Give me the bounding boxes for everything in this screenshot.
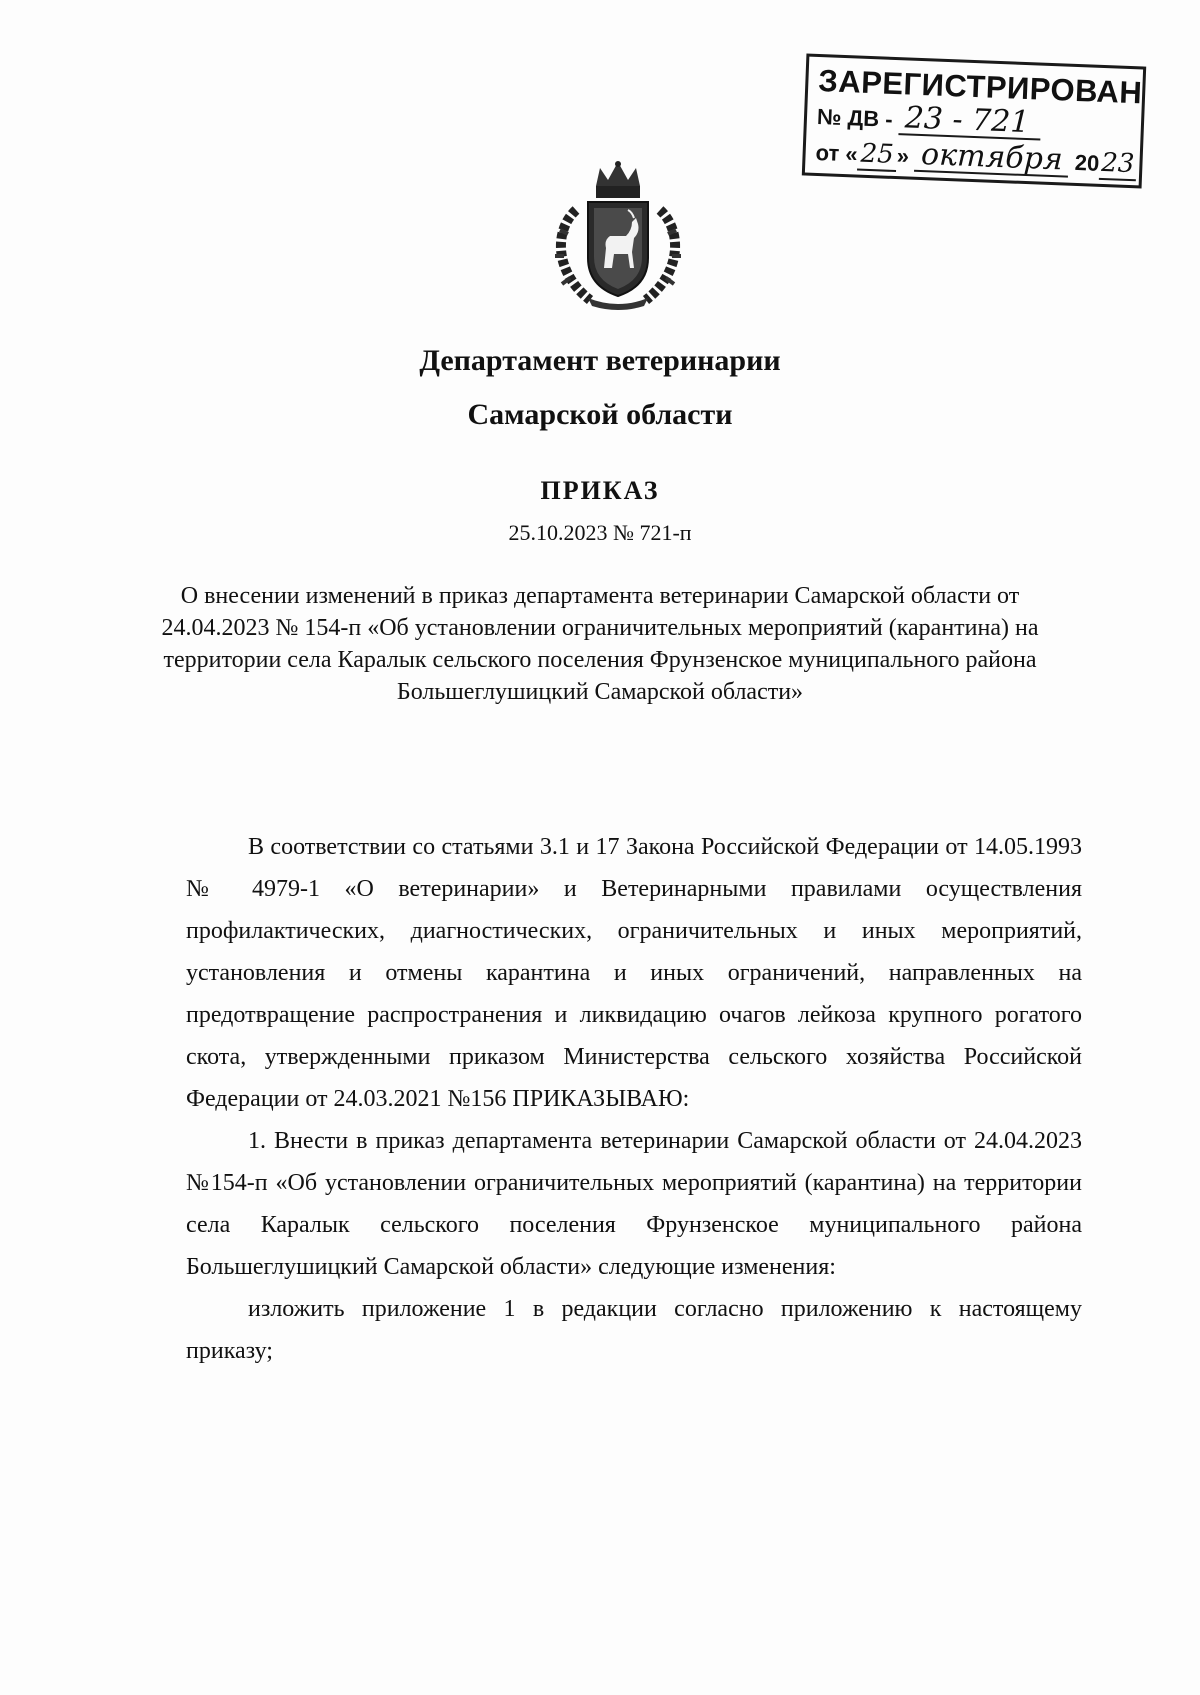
stamp-number-handwritten: 23 - 721 [898, 103, 1041, 140]
stamp-date-prefix: от « [815, 139, 859, 167]
document-date-number: 25.10.2023 № 721-п [508, 520, 692, 545]
registration-stamp [802, 54, 1146, 189]
order-body [186, 826, 1082, 1372]
document-type-title: ПРИКАЗ [540, 476, 660, 505]
organization-name-line2: Самарской области [467, 398, 733, 431]
preamble-paragraph: В соответствии со статьями 3.1 и 17 Закона Российской Федерации от 14.05.1993 № 4979-1 «О ветеринарии» и Ветеринарными правилами осуществления профилактических, диагностических, ограничительных и иных мероприятий, установления и отмены карантина и иных ограничений, направленных на предотвращение распространения и ликвидацию очагов лейкоза крупного рогатого скота, утвержденными приказом Министерства сельского хозяйства Российской Федерации от 24.03.2021 №156 ПРИКАЗЫВАЮ: [186, 834, 1082, 1112]
stamp-date-year: 23 [1099, 148, 1137, 181]
stamp-date-year-prefix: 20 [1074, 149, 1100, 176]
item-1-paragraph: 1. Внести в приказ департамента ветеринарии Самарской области от 24.04.2023 №154-п «Об установлении ограничительных мероприятий (карантина) на территории села Каралык сельского поселения Фрунзенское муниципального района Большеглушицкий Самарской области» следующие изменения: [186, 1128, 1082, 1280]
samara-coat-of-arms-icon [548, 160, 688, 310]
stamp-number-prefix: № ДВ - [816, 103, 894, 132]
stamp-date-day: 25 [857, 139, 897, 172]
stamp-date-mid: » [896, 143, 910, 169]
order-subject: О внесении изменений в приказ департамента ветеринарии Самарской области от 24.04.2023 № 154-п «Об установлении ограничительных мероприятий (карантина) на территории села Каралык сельского поселения Фрунзенское муниципального района Большеглушицкий Самарской области» [161, 583, 1039, 705]
item-1-detail-paragraph: изложить приложение 1 в редакции согласно приложению к настоящему приказу; [186, 1296, 1082, 1364]
stamp-title: ЗАРЕГИСТРИРОВАН [817, 63, 1143, 111]
organization-name-line1: Департамент ветеринарии [419, 344, 781, 377]
stamp-date-month: октября [914, 140, 1069, 178]
